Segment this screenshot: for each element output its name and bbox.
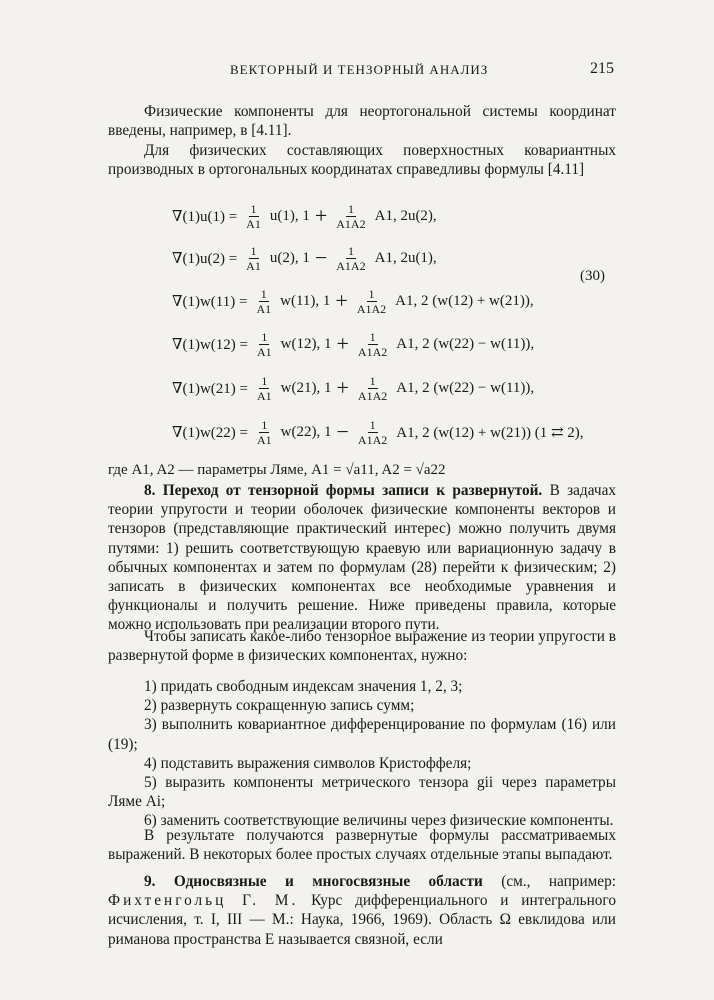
rule-item: 4) подставить выражения символов Кристоффеля;: [144, 754, 472, 772]
section-9-author: Фихтенгольц Г. М.: [108, 892, 299, 910]
fraction-numerator: 1: [347, 243, 354, 258]
paragraph-result: В результате получаются развернутые формулы рассматриваемых выражений. В некоторых более простых случаях отдельные этапы выпадают.: [108, 827, 616, 864]
fraction: [334, 244, 367, 273]
eq-term: w(21), 1: [280, 379, 332, 396]
eq-term: u(1), 1: [269, 207, 310, 224]
eq-term: A1, 2u(1),: [374, 249, 437, 266]
fraction-numerator: 1: [369, 417, 376, 432]
rule-item: 1) придать свободным индексам значения 1, 2, 3;: [144, 678, 463, 695]
paragraph-formulas-intro: Для физических составляющих поверхностных ковариантных производных в ортогональных координатах справедливы формулы [4.11]: [108, 142, 616, 179]
equation-row: [172, 414, 584, 450]
section-9: [108, 872, 616, 949]
fraction: [244, 244, 263, 273]
paragraph-physical-components: Физические компоненты для неортогональной системы координат введены, например, в [4.11].: [108, 103, 616, 140]
eq-lhs: ∇(1)w(21) =: [172, 380, 248, 397]
section-8: [108, 481, 616, 635]
eq-operator: −: [314, 245, 328, 270]
equation-row: [172, 326, 534, 362]
fraction-denominator: A1A2: [336, 258, 366, 273]
fraction: [255, 374, 274, 403]
equation-number: (30): [580, 268, 605, 284]
eq-term: A1, 2u(2),: [374, 207, 437, 224]
fraction: [255, 418, 274, 447]
eq-term: w(11), 1: [280, 292, 331, 309]
section-9-ref-prefix: (см., например:: [501, 873, 616, 890]
fraction-denominator: A1: [246, 216, 261, 231]
section-8-title: 8. Переход от тензорной формы записи к развернутой.: [144, 482, 543, 499]
eq-term: w(22), 1: [280, 423, 332, 440]
eq-lhs: ∇(1)u(1) =: [172, 208, 238, 225]
fraction-denominator: A1A2: [357, 344, 388, 359]
equation-row: [172, 240, 437, 276]
fraction-numerator: 1: [261, 373, 268, 388]
eq-term: A1, 2 (w(22) − w(11)),: [396, 335, 535, 352]
section-8-text: В задачах теории упругости и теории оболочек физические компоненты векторов и тензоров (представляющие практический интерес) можно получить двумя путями: 1) решить соответствующую краевую или вариационную задачу в обычных компонентах и затем по формулам (28) перейти к физическим; 2) записать в физических компонентах все необходимые уравнения и функционалы и получить решение. Ниже приведены правила, которые можно использовать при реализации второго пути.: [108, 482, 617, 634]
section-9-text: Курс дифференциального и интегрального исчисления, т. I, III — М.: Наука, 1966, 1969). Область Ω евклидова или риманова пространства E называется связной, если: [108, 892, 616, 948]
fraction-numerator: 1: [347, 201, 354, 216]
fraction-numerator: 1: [368, 286, 375, 301]
lame-parameters-line: где A1, A2 — параметры Ляме, A1 = √a11, A2 = √a22: [108, 462, 446, 478]
fraction-numerator: 1: [250, 201, 257, 216]
fraction: [356, 330, 389, 359]
eq-term: w(12), 1: [280, 335, 332, 352]
fraction: [255, 330, 274, 359]
fraction-denominator: A1: [246, 258, 261, 273]
fraction: [355, 287, 388, 316]
equation-row: [172, 283, 534, 319]
equation-row: [172, 198, 437, 234]
eq-term: u(2), 1: [269, 249, 310, 266]
fraction-denominator: A1A2: [336, 216, 366, 231]
fraction-denominator: A1: [256, 301, 272, 316]
eq-term: A1, 2 (w(12) + w(21)) (1 ⇄ 2),: [396, 424, 584, 441]
fraction-numerator: 1: [369, 329, 376, 344]
rule-item: 5) выразить компоненты метрического тензора gii через параметры Ляме Ai;: [108, 774, 616, 811]
eq-term: A1, 2 (w(12) + w(21)),: [395, 292, 534, 309]
eq-operator: +: [336, 331, 349, 356]
eq-operator: +: [314, 203, 328, 228]
eq-operator: +: [336, 375, 349, 400]
fraction-denominator: A1A2: [356, 301, 387, 316]
rules-list: [108, 677, 616, 831]
fraction: [334, 202, 367, 231]
rule-item: 6) заменить соответствующие величины через физические компоненты.: [144, 812, 614, 830]
fraction: [356, 418, 389, 447]
rule-item: 2) развернуть сокращенную запись сумм;: [144, 697, 415, 715]
fraction-denominator: A1A2: [357, 388, 388, 403]
running-header: ВЕКТОРНЫЙ И ТЕНЗОРНЫЙ АНАЛИЗ: [230, 62, 489, 77]
fraction: [244, 202, 263, 231]
page-number: 215: [590, 60, 614, 77]
section-9-title: 9. Односвязные и многосвязные области: [144, 873, 483, 890]
eq-lhs: ∇(1)w(22) =: [172, 424, 248, 441]
fraction: [254, 287, 273, 316]
fraction-numerator: 1: [260, 286, 267, 301]
fraction-denominator: A1A2: [357, 432, 388, 447]
fraction-denominator: A1: [257, 344, 272, 359]
eq-lhs: ∇(1)u(2) =: [172, 250, 238, 267]
eq-lhs: ∇(1)w(11) =: [172, 293, 248, 310]
fraction-numerator: 1: [261, 417, 268, 432]
fraction: [356, 374, 389, 403]
eq-term: A1, 2 (w(22) − w(11)),: [396, 379, 535, 396]
fraction-numerator: 1: [369, 373, 376, 388]
fraction-denominator: A1: [257, 432, 272, 447]
fraction-numerator: 1: [250, 243, 257, 258]
eq-operator: −: [336, 419, 349, 444]
paragraph-rules-intro: Чтобы записать какое-либо тензорное выражение из теории упругости в развернутой форме в физических компонентах, нужно:: [108, 628, 616, 665]
rule-item: 3) выполнить ковариантное дифференцирование по формулам (16) или (19);: [108, 716, 616, 753]
fraction-denominator: A1: [257, 388, 272, 403]
fraction-numerator: 1: [261, 329, 268, 344]
eq-lhs: ∇(1)w(12) =: [172, 336, 248, 353]
equation-row: [172, 370, 534, 406]
eq-operator: +: [335, 288, 348, 313]
